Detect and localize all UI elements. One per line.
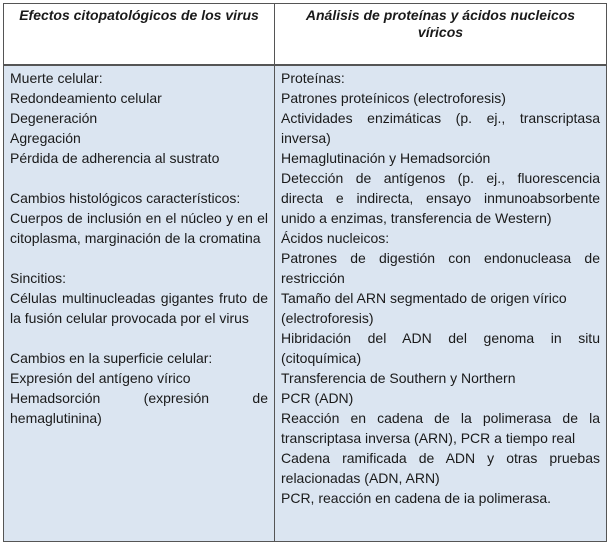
cell-rounding-item: Redondeamiento celular [10, 90, 162, 106]
hemagglutination-item: Hemaglutinación y Hemadsorción [281, 150, 491, 166]
header-protein-nucleic-analysis: Análisis de proteínas y ácidos nucleicos víricos [275, 4, 606, 66]
hemadsorption-item: Hemadsorción (expresión de hemaglutinina) [10, 390, 268, 426]
nucleic-acids-title: Ácidos nucleicos: [281, 230, 390, 246]
electrophoresis-item: (electroforesis) [281, 310, 374, 326]
adherence-loss-item: Pérdida de adherencia al sustrato [10, 150, 220, 166]
degeneration-item: Degeneración [10, 110, 98, 126]
spacer [10, 168, 268, 188]
viral-antigen-item: Expresión del antígeno vírico [10, 370, 191, 386]
surface-changes-title: Cambios en la superficie celular: [10, 350, 213, 366]
cytopathic-effects-column [4, 66, 275, 541]
spacer [10, 328, 268, 348]
enzyme-activities-item: Actividades enzimáticas (p. ej., transcriptasa inversa) [281, 110, 600, 146]
branched-dna-item: Cadena ramificada de ADN y otras pruebas relacionadas (ADN, ARN) [281, 450, 600, 486]
multinucleated-cells-item: Células multinucleadas gigantes fruto de la fusión celular provocada por el virus [10, 290, 268, 326]
rt-pcr-item: Reacción en cadena de la polimerasa de la transcriptasa inversa (ARN), PCR a tiempo real [281, 410, 600, 446]
syncytia-title: Sincitios: [10, 270, 67, 286]
analysis-column [275, 66, 606, 541]
proteins-title: Proteínas: [281, 70, 345, 86]
spacer [10, 248, 268, 268]
histologic-changes-title: Cambios histológicos característicos: [10, 190, 241, 206]
pcr-dna-item: PCR (ADN) [281, 390, 354, 406]
antigen-detection-item: Detección de antígenos (p. ej., fluorescencia directa e indirecta, ensayo inmunoabsorbente unido a enzimas, transferencia de Western) [281, 170, 600, 226]
inclusion-bodies-item: Cuerpos de inclusión en el núcleo y en el citoplasma, marginación de la cromatina [10, 210, 268, 246]
pcr-definition-item: PCR, reacción en cadena de ia polimerasa. [281, 490, 552, 506]
virus-analysis-table [3, 3, 607, 542]
cell-death-title: Muerte celular: [10, 70, 103, 86]
header-cytopathic-effects: Efectos citopatológicos de los virus [4, 4, 275, 66]
southern-northern-item: Transferencia de Southern y Northern [281, 370, 516, 386]
protein-patterns-item: Patrones proteínicos (electroforesis) [281, 90, 506, 106]
segmented-rna-size-item: Tamaño del ARN segmentado de origen vírico [281, 290, 567, 306]
in-situ-hybridization-item: Hibridación del ADN del genoma in situ (citoquímica) [281, 330, 600, 366]
aggregation-item: Agregación [10, 130, 81, 146]
restriction-digestion-item: Patrones de digestión con endonucleasa de restricción [281, 250, 600, 286]
